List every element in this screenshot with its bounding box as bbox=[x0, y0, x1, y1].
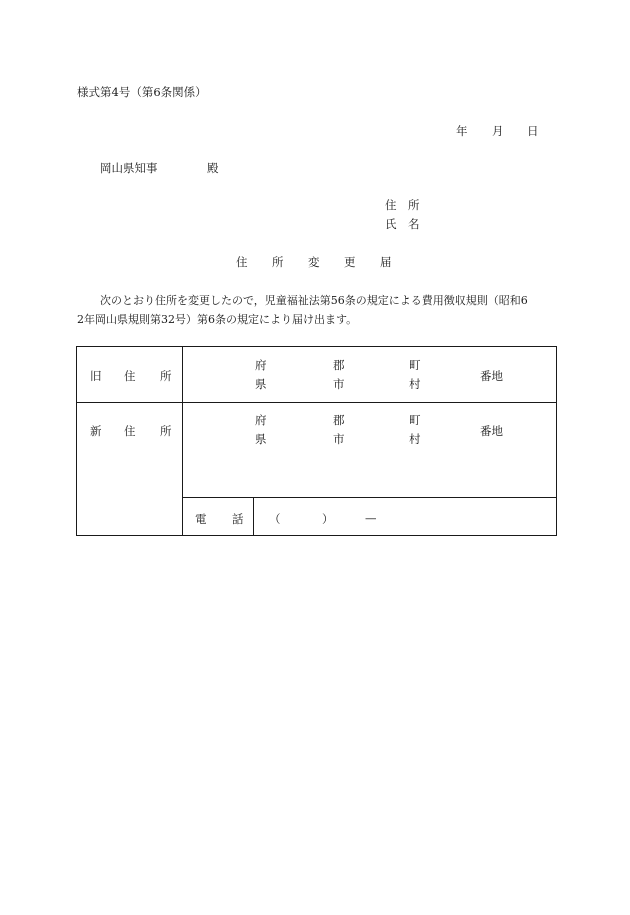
old-shi-label: 市 bbox=[333, 377, 345, 391]
address-change-table bbox=[76, 346, 557, 536]
new-fu-label: 府 bbox=[255, 413, 267, 427]
applicant-address-label-2: 所 bbox=[408, 198, 420, 212]
new-banchi-label: 番地 bbox=[480, 424, 503, 438]
new-address-label-cell bbox=[77, 403, 183, 536]
body-text-line-1: 次のとおり住所を変更したので，児童福祉法第56条の規定による費用徴収規則（昭和6 bbox=[100, 294, 528, 307]
phone-label-cell bbox=[183, 498, 254, 536]
applicant-address-label-1: 住 bbox=[385, 198, 397, 212]
new-address-char: 住 bbox=[124, 424, 136, 438]
title-char: 所 bbox=[272, 255, 284, 269]
old-gun-label: 郡 bbox=[333, 358, 345, 372]
new-shi-label: 市 bbox=[333, 432, 345, 446]
date-day-label: 日 bbox=[527, 124, 539, 138]
old-son-label: 村 bbox=[409, 377, 421, 391]
phone-dash: — bbox=[365, 511, 377, 525]
new-address-field[interactable] bbox=[183, 403, 557, 498]
body-text-line-2: 2年岡山県規則第32号）第6条の規定により届け出ます。 bbox=[77, 313, 358, 326]
title-char: 変 bbox=[308, 255, 320, 269]
new-son-label: 村 bbox=[409, 432, 421, 446]
old-address-char: 所 bbox=[160, 369, 172, 383]
phone-open-paren: （ bbox=[269, 512, 281, 526]
old-address-char: 住 bbox=[124, 369, 136, 383]
addressee-honorific: 殿 bbox=[207, 161, 219, 175]
title-char: 届 bbox=[380, 255, 392, 269]
new-gun-label: 郡 bbox=[333, 413, 345, 427]
new-address-char: 所 bbox=[160, 424, 172, 438]
old-cho-label: 町 bbox=[409, 358, 421, 372]
phone-char: 電 bbox=[195, 512, 207, 526]
date-year-label: 年 bbox=[456, 124, 468, 138]
phone-char: 話 bbox=[232, 512, 244, 526]
title-char: 更 bbox=[344, 255, 356, 269]
phone-field[interactable] bbox=[254, 498, 557, 536]
old-address-char: 旧 bbox=[90, 369, 102, 383]
old-fu-label: 府 bbox=[255, 358, 267, 372]
date-month-label: 月 bbox=[492, 124, 504, 138]
title-char: 住 bbox=[236, 255, 248, 269]
applicant-name-label-2: 名 bbox=[408, 217, 420, 231]
new-cho-label: 町 bbox=[409, 413, 421, 427]
old-address-field[interactable] bbox=[183, 347, 557, 403]
form-number: 様式第4号（第6条関係） bbox=[77, 85, 207, 99]
phone-close-paren: ） bbox=[322, 512, 334, 526]
new-address-char: 新 bbox=[90, 424, 102, 438]
addressee-name: 岡山県知事 bbox=[100, 161, 158, 175]
old-ken-label: 県 bbox=[255, 377, 267, 391]
old-address-label-cell bbox=[77, 347, 183, 403]
new-ken-label: 県 bbox=[255, 432, 267, 446]
applicant-name-label-1: 氏 bbox=[385, 217, 397, 231]
old-banchi-label: 番地 bbox=[480, 369, 503, 383]
